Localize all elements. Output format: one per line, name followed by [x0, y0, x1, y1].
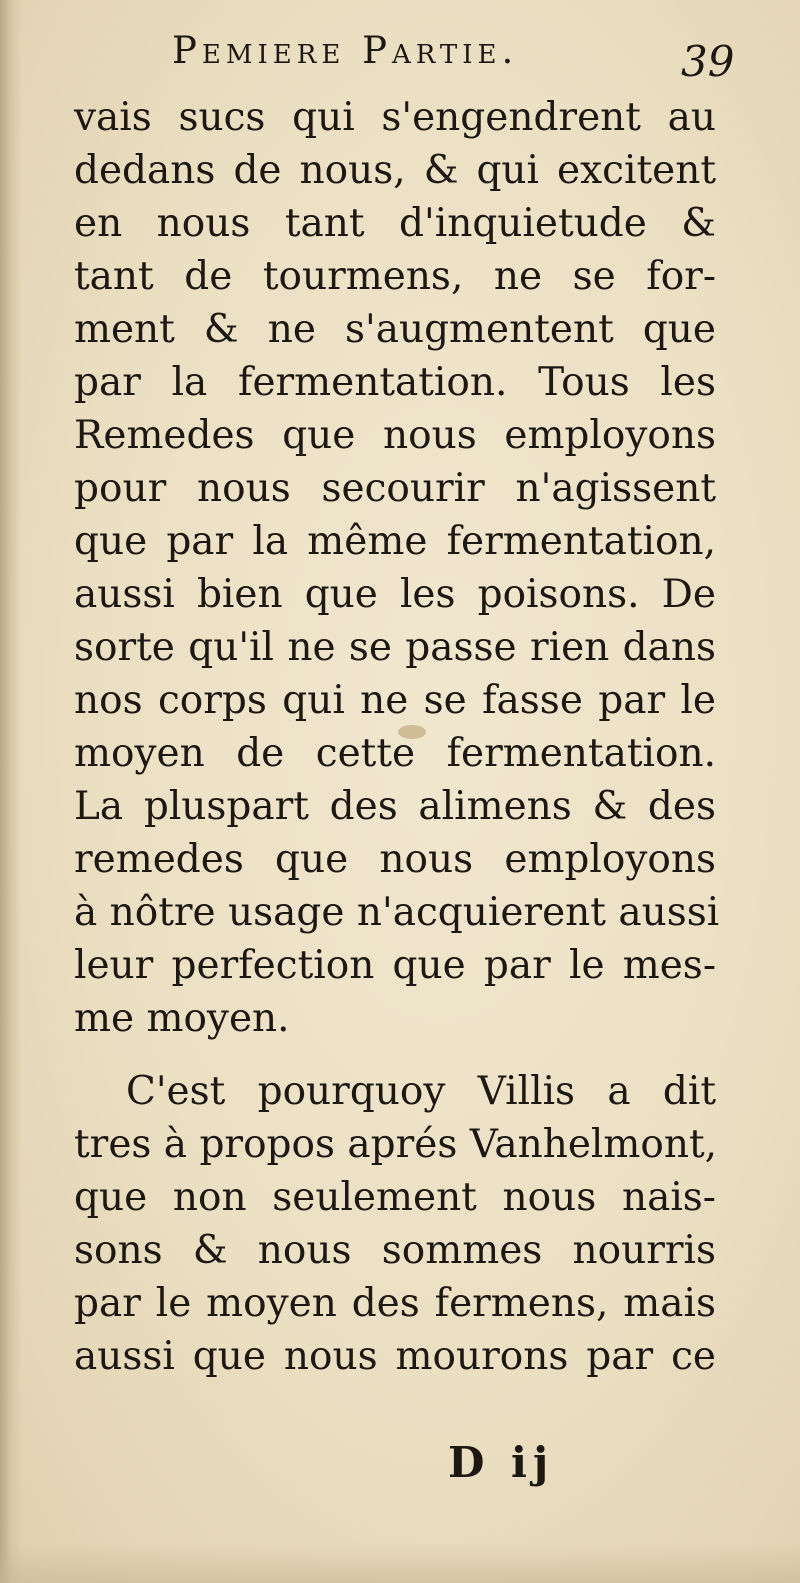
- text-line: en nous tant d'inquietude &: [74, 201, 716, 246]
- text-line: que non seulement nous nais-: [74, 1175, 716, 1220]
- page-number: 39: [681, 37, 735, 86]
- text-line: nos corps qui ne se fasse par le: [74, 678, 716, 723]
- text-line: aussi bien que les poisons. De: [74, 572, 716, 617]
- text-line: leur perfection que par le mes-: [74, 943, 716, 988]
- text-line: ment & ne s'augmentent que: [74, 307, 716, 352]
- text-line: tres à propos aprés Vanhelmont,: [74, 1122, 718, 1167]
- text-line: Remedes que nous employons: [74, 413, 716, 458]
- text-line: La pluspart des alimens & des: [74, 784, 716, 829]
- page-gutter-shadow: [0, 0, 22, 1583]
- text-line: sorte qu'il ne se passe rien dans: [74, 625, 716, 670]
- text-line: par la fermentation. Tous les: [74, 360, 716, 405]
- page-bottom-edge: [0, 1543, 800, 1583]
- text-line: me moyen.: [74, 996, 290, 1041]
- text-line: vais sucs qui s'engendrent au: [74, 95, 716, 140]
- text-line: dedans de nous, & qui excitent: [74, 148, 716, 193]
- text-line: remedes que nous employons: [74, 837, 716, 882]
- text-line: sons & nous sommes nourris: [74, 1228, 716, 1273]
- text-line: moyen de cette fermentation.: [74, 731, 716, 776]
- text-line: C'est pourquoy Villis a dit: [126, 1069, 716, 1114]
- text-line: à nôtre usage n'acquierent aussi: [74, 890, 720, 935]
- text-line: tant de tourmens, ne se for-: [74, 254, 716, 299]
- text-line: aussi que nous mourons par ce: [74, 1334, 716, 1379]
- text-line: pour nous secourir n'agissent: [74, 466, 716, 511]
- text-line: que par la même fermentation,: [74, 519, 716, 564]
- running-title: Pemiere Partie.: [172, 29, 519, 72]
- signature-mark: D ij: [448, 1438, 555, 1487]
- text-line: par le moyen des fermens, mais: [74, 1281, 716, 1326]
